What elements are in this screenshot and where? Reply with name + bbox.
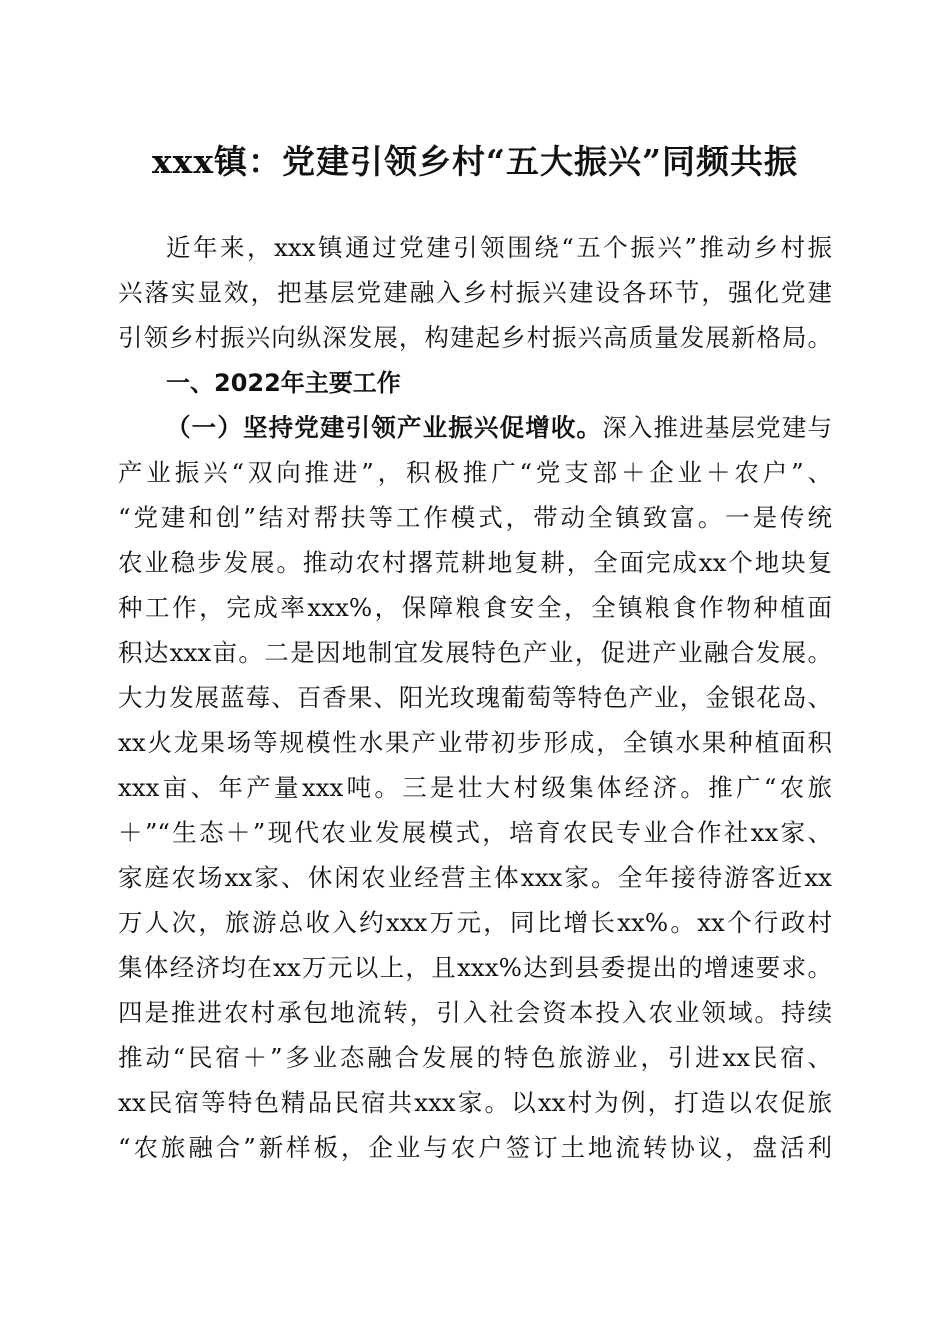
intro-line: 引领乡村振兴向纵深发展，构建起乡村振兴高质量发展新格局。	[118, 323, 832, 352]
intro-line: 兴落实显效，把基层党建融入乡村振兴建设各环节，强化党建	[118, 278, 832, 307]
body-line: “党建和创”结对帮扶等工作模式，带动全镇致富。一是传统	[118, 503, 832, 532]
body-line: “农旅融合”新样板，企业与农户签订土地流转协议，盘活利	[118, 1133, 832, 1162]
subsection-heading: （一）坚持党建引领产业振兴促增收。	[166, 413, 603, 442]
body-line: 家庭农场xx家、休闲农业经营主体xxx家。全年接待游客近xx	[118, 863, 832, 892]
body-line: 产业振兴“双向推进”，积极推广“党支部＋企业＋农户”、	[118, 458, 832, 487]
subsection-first-line-rest: 深入推进基层党建与	[602, 413, 832, 442]
body-line: xx民宿等特色精品民宿共xxx家。以xx村为例，打造以农促旅	[118, 1088, 832, 1117]
intro-line: 近年来，xxx镇通过党建引领围绕“五个振兴”推动乡村振	[166, 233, 832, 262]
section-heading: 一、2022年主要工作	[166, 369, 401, 397]
body-line: 农业稳步发展。推动农村撂荒耕地复耕，全面完成xx个地块复	[118, 548, 832, 577]
body-line: xxx亩、年产量xxx吨。三是壮大村级集体经济。推广“农旅	[118, 773, 832, 802]
body-line: 积达xxx亩。二是因地制宜发展特色产业，促进产业融合发展。	[118, 638, 832, 667]
body-line: 种工作，完成率xxx%，保障粮食安全，全镇粮食作物种植面	[118, 593, 832, 622]
subsection-first-line	[166, 406, 832, 450]
body-line: xx火龙果场等规模性水果产业带初步形成，全镇水果种植面积	[118, 728, 832, 757]
body-line: 万人次，旅游总收入约xxx万元，同比增长xx%。xx个行政村	[118, 908, 832, 937]
body-line: ＋”“生态＋”现代农业发展模式，培育农民专业合作社xx家、	[118, 818, 832, 847]
body-line: 集体经济均在xx万元以上，且xxx%达到县委提出的增速要求。	[118, 953, 832, 982]
body-line: 四是推进农村承包地流转，引入社会资本投入农业领域。持续	[118, 998, 832, 1027]
document-title: xxx镇：党建引领乡村“五大振兴”同频共振	[152, 142, 798, 181]
body-line: 推动“民宿＋”多业态融合发展的特色旅游业，引进xx民宿、	[118, 1043, 832, 1072]
body-line: 大力发展蓝莓、百香果、阳光玫瑰葡萄等特色产业，金银花岛、	[118, 683, 832, 712]
